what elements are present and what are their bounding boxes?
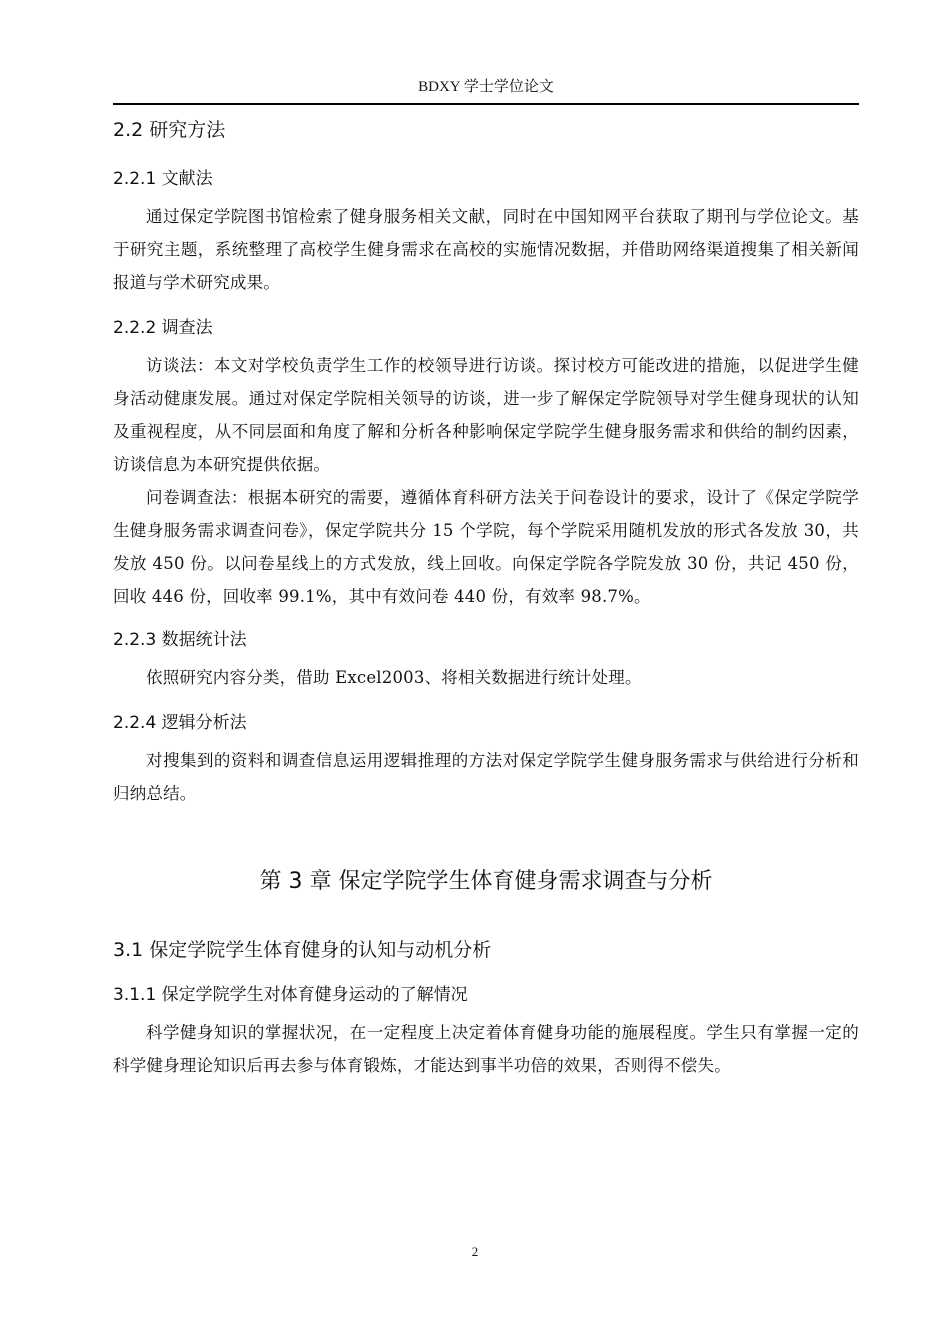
paragraph-questionnaire-method: 问卷调查法：根据本研究的需要，遵循体育科研方法关于问卷设计的要求，设计了《保定学院学生健身服务需求调查问卷》，保定学院共分 15 个学院，每个学院采用随机发放的形式各发放 30，共发放 450 份。以问卷星线上的方式发放，线上回收。向保定学院各学院发放 30 份，共记 450 份，回收 446 份，回收率 99.1%，其中有效问卷 440 份，有效率 98.7%。	[113, 488, 859, 606]
section-heading-2-2-3: 2.2.3 数据统计法	[113, 630, 247, 650]
paragraph-fitness-knowledge: 科学健身知识的掌握状况，在一定程度上决定着体育健身功能的施展程度。学生只有掌握一定的科学健身理论知识后再去参与体育锻炼，才能达到事半功倍的效果，否则得不偿失。	[113, 1023, 859, 1075]
paragraph-literature-method: 通过保定学院图书馆检索了健身服务相关文献，同时在中国知网平台获取了期刊与学位论文。基于研究主题，系统整理了高校学生健身需求在高校的实施情况数据，并借助网络渠道搜集了相关新闻报道与学术研究成果。	[113, 207, 859, 292]
paragraph-statistics-method: 依照研究内容分类，借助 Excel2003、将相关数据进行统计处理。	[146, 668, 642, 687]
paragraph-logic-method: 对搜集到的资料和调查信息运用逻辑推理的方法对保定学院学生健身服务需求与供给进行分析和归纳总结。	[113, 751, 859, 803]
section-heading-3-1: 3.1 保定学院学生体育健身的认知与动机分析	[113, 939, 492, 961]
running-header: BDXY 学士学位论文	[113, 72, 859, 105]
section-heading-2-2-4: 2.2.4 逻辑分析法	[113, 713, 247, 733]
section-heading-3-1-1: 3.1.1 保定学院学生对体育健身运动的了解情况	[113, 985, 468, 1005]
chapter-heading-3: 第 3 章 保定学院学生体育健身需求调查与分析	[259, 869, 713, 894]
page-number: 2	[471, 1244, 479, 1259]
page-content	[113, 112, 859, 1082]
section-heading-2-2: 2.2 研究方法	[113, 119, 226, 141]
section-heading-2-2-2: 2.2.2 调查法	[113, 318, 213, 338]
section-heading-2-2-1: 2.2.1 文献法	[113, 169, 213, 189]
paragraph-interview-method: 访谈法：本文对学校负责学生工作的校领导进行访谈。探讨校方可能改进的措施，以促进学生健身活动健康发展。通过对保定学院相关领导的访谈，进一步了解保定学院领导对学生健身现状的认知及重视程度，从不同层面和角度了解和分析各种影响保定学院学生健身服务需求和供给的制约因素，访谈信息为本研究提供依据。	[113, 356, 859, 474]
